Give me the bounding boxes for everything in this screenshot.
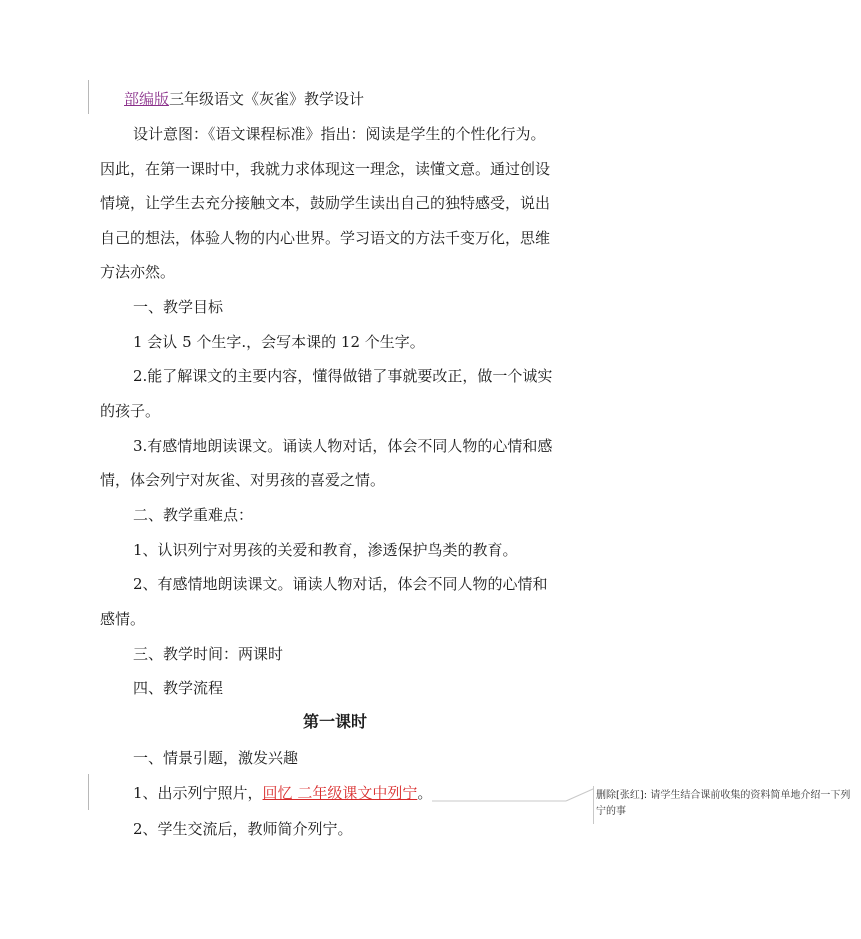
- step-item-punct: 。: [417, 784, 433, 802]
- intent-line: 方法亦然。: [100, 263, 176, 281]
- key-point-item: 2、有感情地朗读课文。诵读人物对话，体会不同人物的心情和: [133, 575, 548, 593]
- key-point-item: 1、认识列宁对男孩的关爱和教育，渗透保护鸟类的教育。: [133, 541, 518, 559]
- key-point-item-continued: 感情。: [100, 610, 146, 628]
- step-heading: 一、情景引题，激发兴趣: [133, 749, 299, 767]
- document-title: [124, 89, 594, 109]
- goal-item-continued: 情，体会列宁对灰雀、对男孩的喜爱之情。: [100, 471, 386, 489]
- step-item-text: 1、出示列宁照片，: [133, 784, 263, 802]
- lesson-title: 第一课时: [302, 712, 367, 731]
- intent-line: 情境，让学生去充分接触文本，鼓励学生读出自己的独特感受，说出: [100, 194, 551, 212]
- section-heading: 四、教学流程: [133, 679, 224, 697]
- title-text: 三年级语文《灰雀》教学设计: [169, 90, 365, 108]
- goal-item: 2.能了解课文的主要内容，懂得做错了事就要改正，做一个诚实: [133, 367, 553, 385]
- change-bar: [88, 774, 89, 810]
- goal-item: 3.有感情地朗读课文。诵读人物对话，体会不同人物的心情和感: [133, 437, 553, 455]
- revision-comment[interactable]: 删除[张红]: 请学生结合课前收集的资料简单地介绍一下列宁的事: [596, 790, 851, 817]
- goal-item: 1 会认 5 个生字.，会写本课的 12 个生字。: [133, 333, 425, 351]
- tracked-deletion[interactable]: 回忆 二年级课文中列宁: [262, 784, 418, 802]
- step-item: 2、学生交流后，教师简介列宁。: [133, 820, 353, 838]
- section-heading: 三、教学时间：两课时: [133, 645, 284, 663]
- step-item: [133, 783, 603, 803]
- section-heading: 一、教学目标: [133, 298, 224, 316]
- intent-line: 自己的想法，体验人物的内心世界。学习语文的方法千变万化，思维: [100, 229, 551, 247]
- tracked-insertion[interactable]: 部编版: [124, 90, 170, 108]
- change-bar: [88, 80, 89, 114]
- section-heading: 二、教学重难点：: [133, 506, 254, 524]
- goal-item-continued: 的孩子。: [100, 402, 161, 420]
- comment-border: [593, 786, 594, 824]
- intent-line: 设计意图：《语文课程标准》指出：阅读是学生的个性化行为。: [133, 125, 546, 143]
- intent-line: 因此，在第一课时中，我就力求体现这一理念，读懂文意。通过创设: [100, 160, 551, 178]
